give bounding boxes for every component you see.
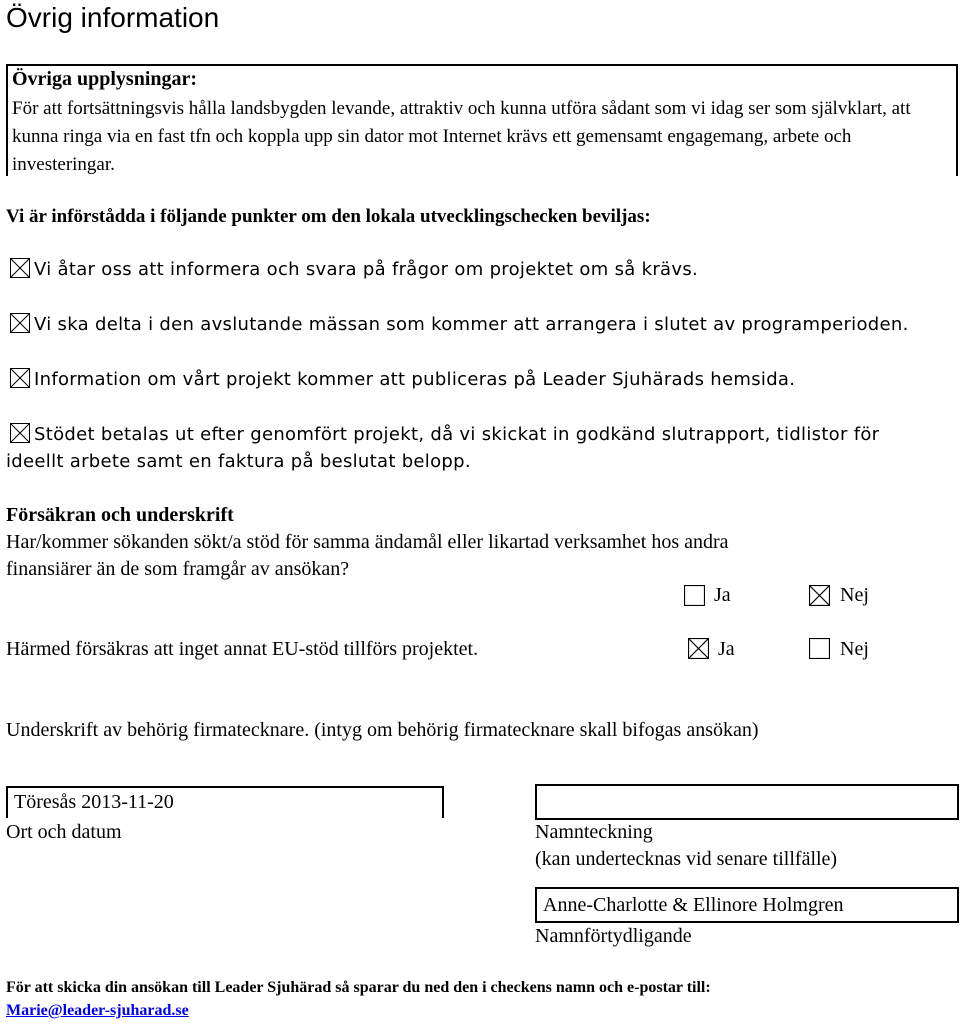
name-clarification-field[interactable]	[535, 887, 959, 923]
place-date-label: Ort och datum	[6, 821, 122, 843]
q1-yes-checkbox[interactable]	[684, 585, 705, 606]
agreement-item-2-label: Vi ska delta i den avslutande mässan som kommer att arrangera i slutet av programperioden.	[34, 314, 909, 335]
q2-no-checkbox[interactable]	[809, 638, 830, 659]
name-clarification-label: Namnförtydligande	[535, 925, 692, 947]
footer-text: För att skicka din ansökan till Leader Sjuhärad så sparar du ned den i checkens namn och e-postar till:	[6, 979, 711, 996]
assurance-question-1: Har/kommer sökanden sökt/a stöd för samma ändamål eller likartad verksamhet hos andra	[6, 531, 729, 553]
place-date-value: Töresås 2013-11-20	[14, 791, 174, 813]
agreement-item-4-checkbox[interactable]	[10, 423, 30, 443]
agreement-item-3-label: Information om vårt projekt kommer att publiceras på Leader Sjuhärads hemsida.	[34, 369, 796, 390]
info-heading: Övriga upplysningar:	[12, 68, 198, 90]
signature-heading: Underskrift av behörig firmatecknare. (intyg om behörig firmatecknare skall bifogas ansökan)	[6, 719, 759, 741]
signature-label: Namnteckning	[535, 821, 653, 843]
agreement-item-1-checkbox[interactable]	[10, 258, 30, 278]
agreement-item-3-checkbox[interactable]	[10, 368, 30, 388]
agreement-item-4-label-cont: ideellt arbete samt en faktura på beslutat belopp.	[6, 451, 471, 472]
q1-yes-label: Ja	[714, 584, 731, 606]
assurance-question-2: Härmed försäkras att inget annat EU-stöd tillförs projektet.	[6, 638, 479, 660]
agreement-heading: Vi är införstådda i följande punkter om den lokala utvecklingschecken beviljas:	[6, 206, 651, 227]
info-text: För att fortsättningsvis hålla landsbygden levande, attraktiv och kunna utföra sådant som vi idag ser som självklart, att kunna ringa via en fast tfn och koppla upp sin dator mot Internet krävs ett gemensamt engagemang, arbete och investeringar.	[12, 98, 911, 175]
signature-note: (kan undertecknas vid senare tillfälle)	[535, 848, 838, 870]
info-box	[6, 64, 958, 176]
q2-no-label: Nej	[840, 638, 869, 660]
assurance-question-1-cont: finansiärer än de som framgår av ansökan?	[6, 558, 350, 580]
signature-field[interactable]	[535, 784, 959, 820]
agreement-item-2-checkbox[interactable]	[10, 313, 30, 333]
q1-no-label: Nej	[840, 584, 869, 606]
q1-no-checkbox[interactable]	[809, 585, 830, 606]
q2-yes-checkbox[interactable]	[688, 638, 709, 659]
q2-yes-label: Ja	[718, 638, 735, 660]
name-clarification-value: Anne-Charlotte & Ellinore Holmgren	[543, 894, 844, 916]
agreement-item-4-label: Stödet betalas ut efter genomfört projekt, då vi skickat in godkänd slutrapport, tidlistor för	[34, 424, 880, 445]
place-date-field[interactable]	[6, 786, 444, 818]
agreement-item-1-label: Vi åtar oss att informera och svara på frågor om projektet om så krävs.	[34, 259, 699, 280]
assurance-heading: Försäkran och underskrift	[6, 504, 234, 526]
footer-email-link[interactable]: Marie@leader-sjuharad.se	[6, 1002, 189, 1019]
page-title: Övrig information	[6, 2, 220, 33]
